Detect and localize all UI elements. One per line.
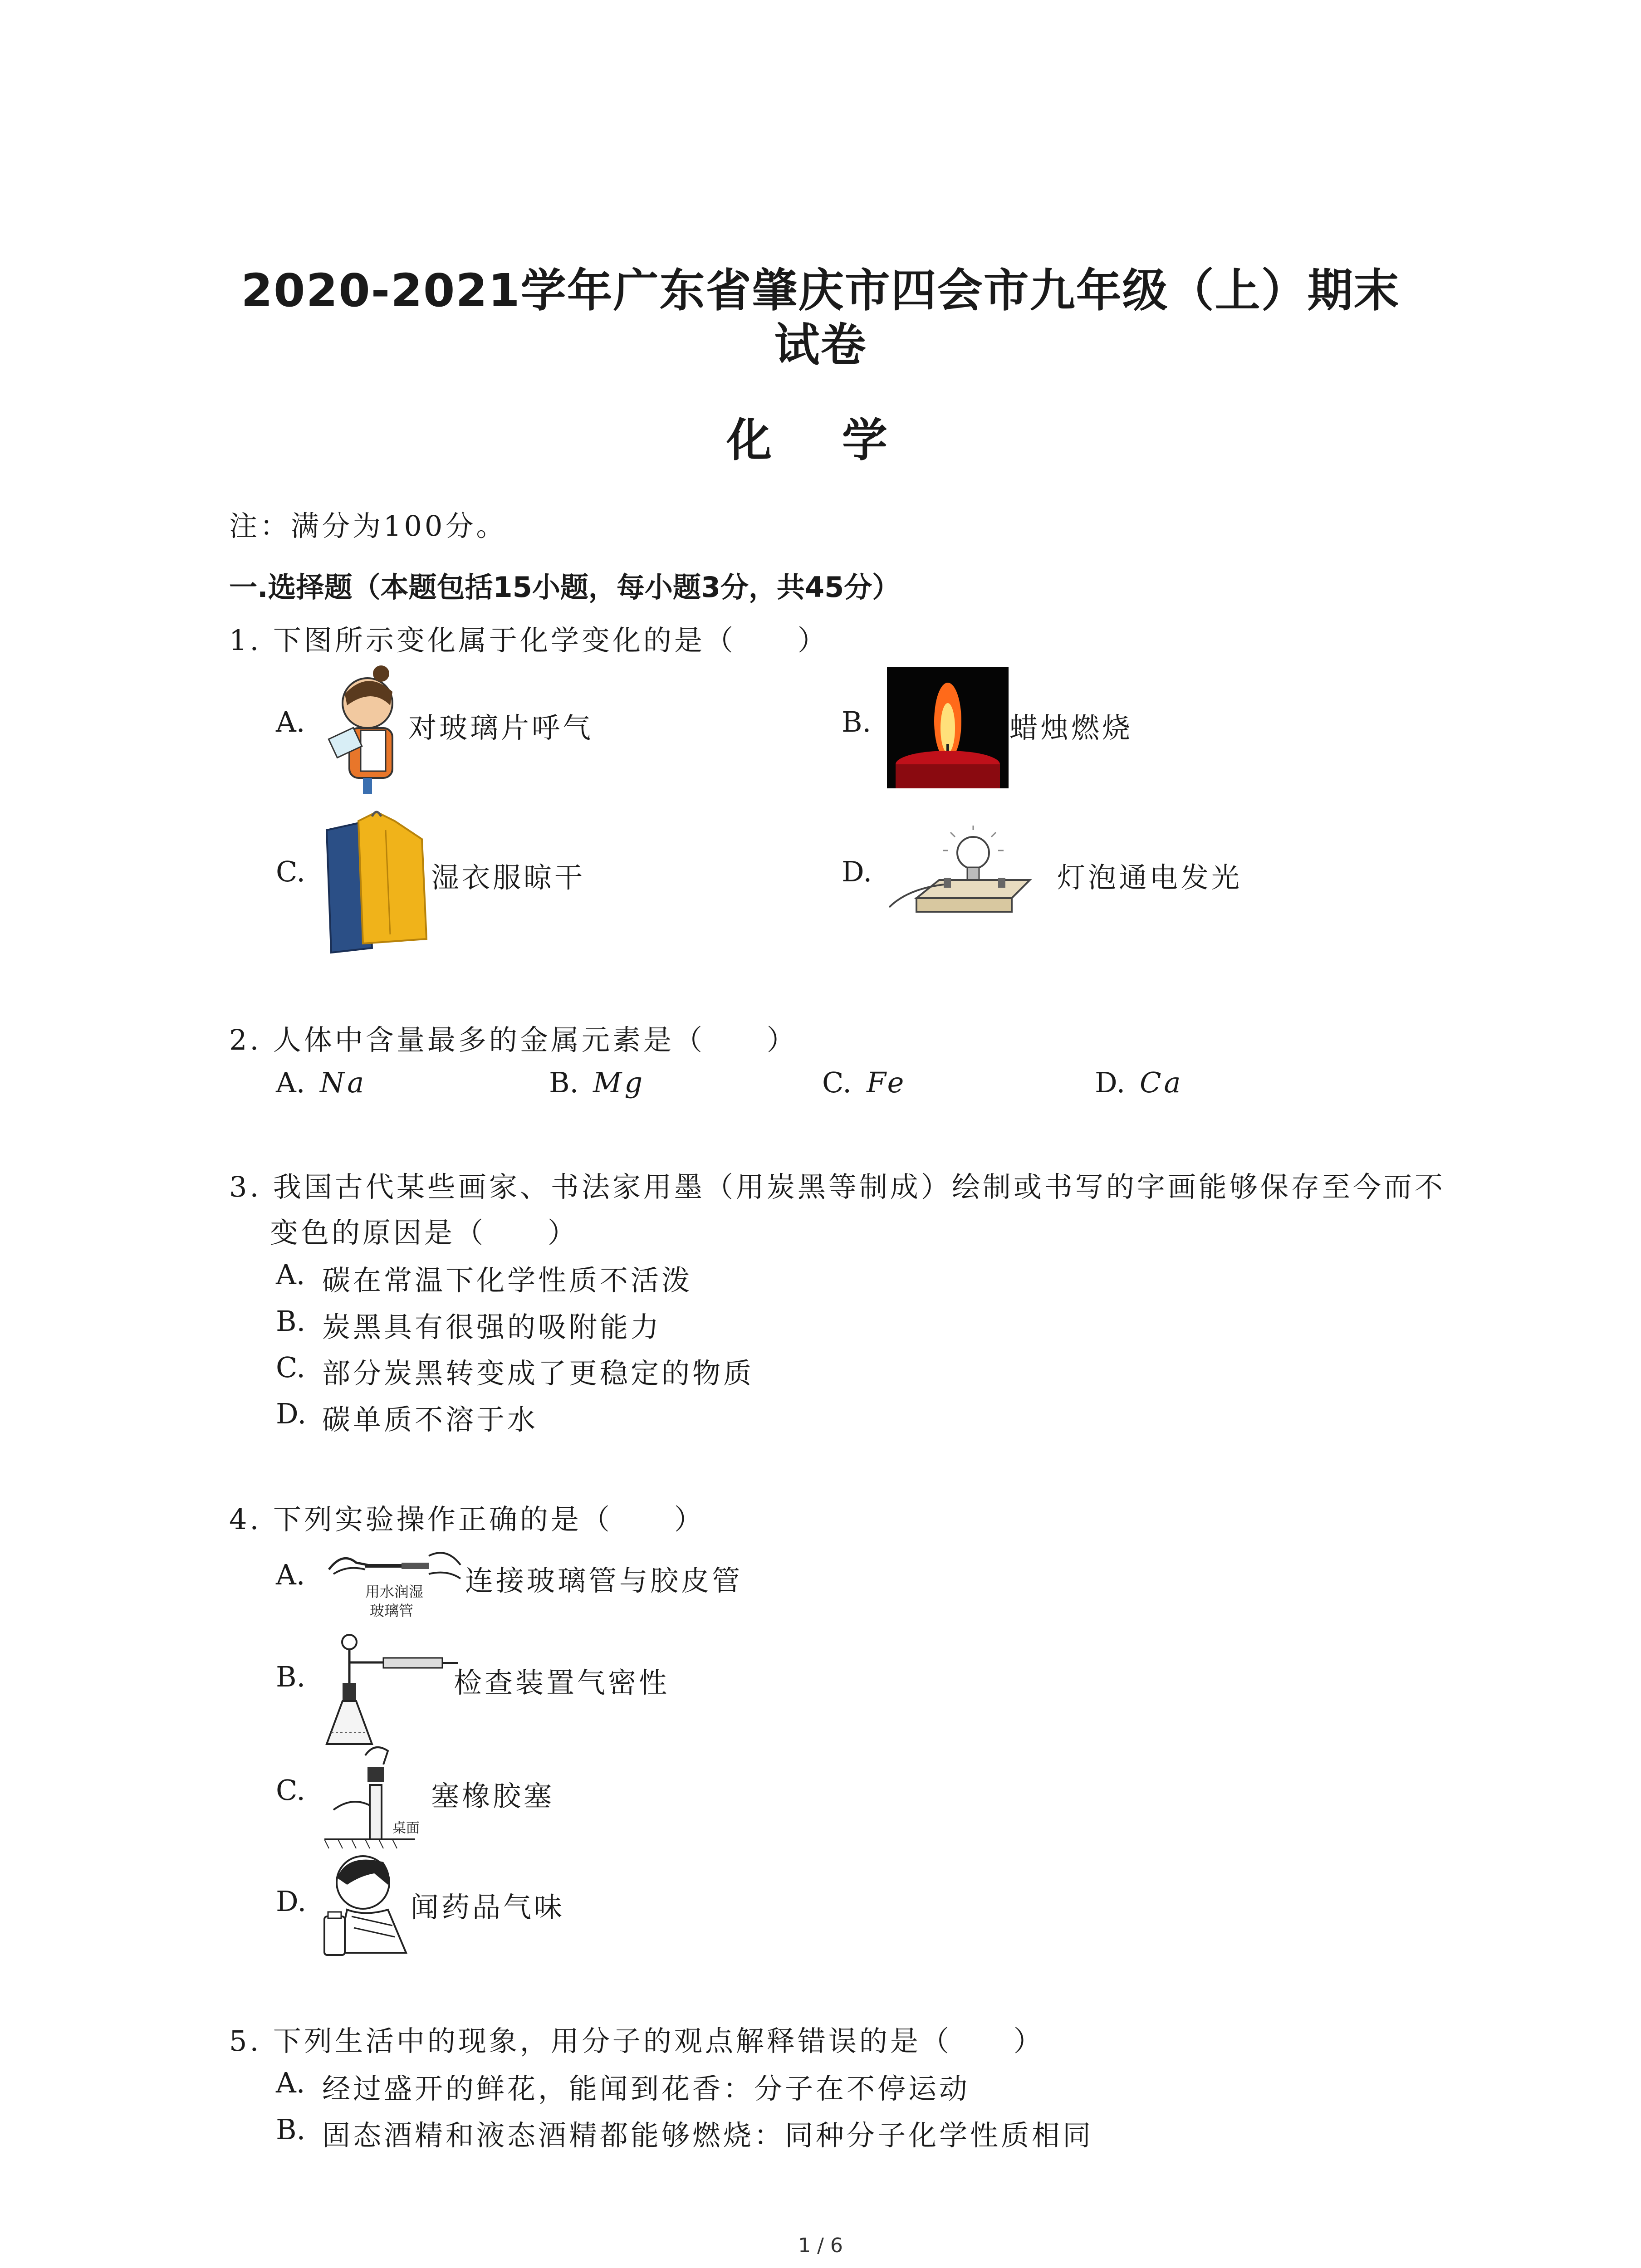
q5-option-b-text: 固态酒精和液态酒精都能够燃烧：同种分子化学性质相同 xyxy=(322,2119,1094,2152)
q3-option-d-letter: D. xyxy=(276,1397,307,1430)
q1-stem: 1. 下图所示变化属于化学变化的是（ ） xyxy=(229,624,828,657)
q2-option-d-letter: D. xyxy=(1095,1066,1126,1099)
img-label-tube: 玻璃管 xyxy=(370,1602,414,1619)
q3-option-c-text: 部分炭黑转变成了更稳定的物质 xyxy=(322,1357,754,1390)
q4-option-d-text: 闻药品气味 xyxy=(411,1891,565,1924)
q1-option-a-letter: A. xyxy=(276,705,305,738)
subject-title: 化 学 xyxy=(726,414,915,467)
q3-stem-line-2: 变色的原因是（ ） xyxy=(270,1216,579,1249)
q5-option-b-letter: B. xyxy=(276,2113,306,2146)
q2-option-a-text: Na xyxy=(320,1066,367,1099)
q3-stem-line-1: 3. 我国古代某些画家、书法家用墨（用炭黑等制成）绘制或书写的字画能够保存至今而不 xyxy=(229,1170,1445,1203)
section-header: 一.选择题（本题包括15小题，每小题3分，共45分） xyxy=(229,571,901,604)
q4-option-b-text: 检查装置气密性 xyxy=(454,1666,670,1699)
q1-option-d-text: 灯泡通电发光 xyxy=(1057,861,1243,894)
q4-option-a-letter: A. xyxy=(276,1558,305,1591)
title-line-1: 2020-2021学年广东省肇庆市四会市九年级（上）期末 xyxy=(241,264,1400,317)
q5-stem: 5. 下列生活中的现象，用分子的观点解释错误的是（ ） xyxy=(229,2024,1044,2058)
q4-option-c-letter: C. xyxy=(276,1774,305,1807)
score-note: 注：满分为100分。 xyxy=(229,509,507,543)
q4-stem: 4. 下列实验操作正确的是（ ） xyxy=(229,1503,705,1536)
smelling-chemicals-image xyxy=(320,1848,415,1957)
q4-option-d-letter: D. xyxy=(276,1885,307,1918)
q3-option-a-letter: A. xyxy=(276,1258,305,1291)
q2-stem: 2. 人体中含量最多的金属元素是（ ） xyxy=(229,1023,798,1056)
q3-option-b-letter: B. xyxy=(276,1305,306,1338)
q3-option-d-text: 碳单质不溶于水 xyxy=(322,1403,539,1436)
q2-option-b-text: Mg xyxy=(593,1066,646,1099)
rubber-stopper-image xyxy=(324,1742,433,1851)
q1-option-b-letter: B. xyxy=(842,705,872,738)
q2-option-a-letter: A. xyxy=(276,1066,305,1099)
title-line-2: 试卷 xyxy=(774,318,867,371)
q1-option-c-letter: C. xyxy=(276,855,305,888)
q1-option-c-text: 湿衣服晾干 xyxy=(431,861,586,894)
q2-option-d-text: Ca xyxy=(1140,1066,1184,1099)
q1-option-a-text: 对玻璃片呼气 xyxy=(408,711,594,744)
q2-option-c-letter: C. xyxy=(822,1066,852,1099)
wet-clothes-drying-image xyxy=(318,803,436,957)
q2-option-b-letter: B. xyxy=(549,1066,579,1099)
airtightness-check-image xyxy=(324,1628,460,1751)
q1-option-d-letter: D. xyxy=(842,855,872,888)
q3-option-b-text: 炭黑具有很强的吸附能力 xyxy=(322,1310,662,1344)
lightbulb-circuit-image xyxy=(889,826,1053,930)
img-label-desk: 桌面 xyxy=(392,1820,420,1836)
q4-option-b-letter: B. xyxy=(276,1660,306,1693)
q4-option-c-text: 塞橡胶塞 xyxy=(431,1779,555,1813)
page-number: 1 / 6 xyxy=(798,2234,843,2257)
q4-option-a-text: 连接玻璃管与胶皮管 xyxy=(465,1564,743,1597)
girl-breathing-on-glass-image xyxy=(318,660,404,796)
candle-burning-image xyxy=(887,667,1009,788)
q5-option-a-text: 经过盛开的鲜花，能闻到花香：分子在不停运动 xyxy=(322,2072,970,2105)
q3-option-c-letter: C. xyxy=(276,1351,305,1384)
q5-option-a-letter: A. xyxy=(276,2066,305,2099)
glass-tube-connection-image xyxy=(324,1538,465,1628)
q1-option-b-text: 蜡烛燃烧 xyxy=(1009,711,1133,744)
img-label-wet: 用水润湿 xyxy=(365,1583,424,1600)
q3-option-a-text: 碳在常温下化学性质不活泼 xyxy=(322,1264,693,1297)
q2-option-c-text: Fe xyxy=(867,1066,907,1099)
